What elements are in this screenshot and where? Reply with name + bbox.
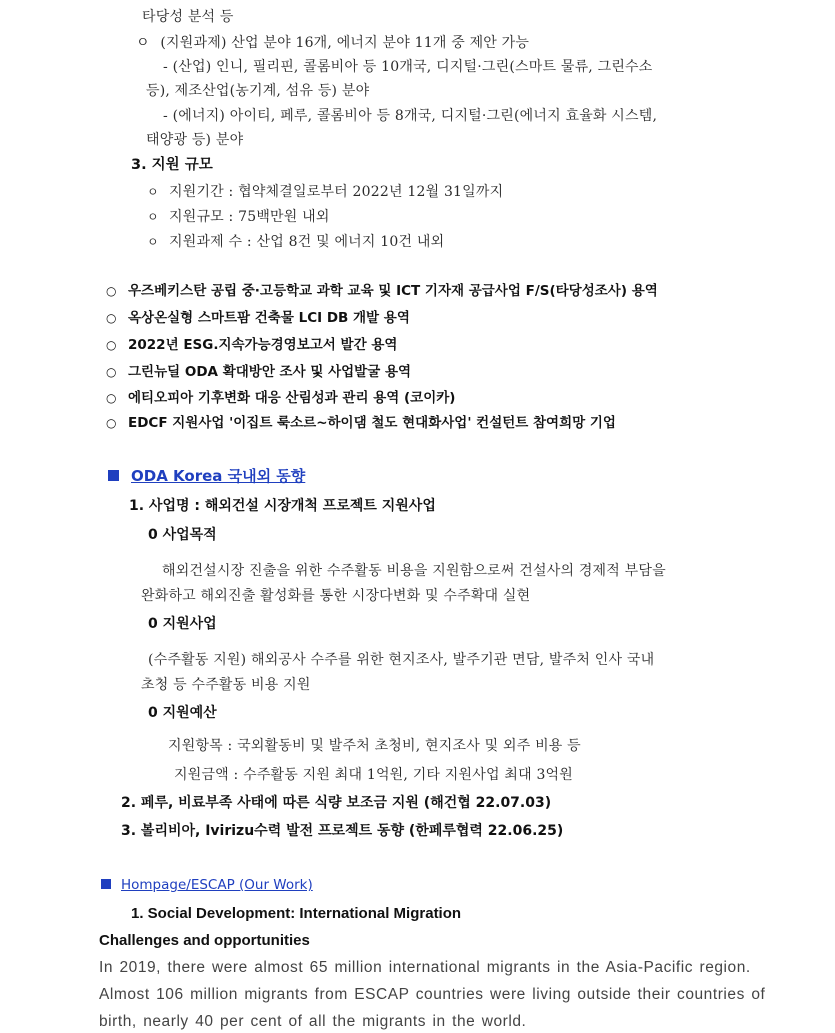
text-line: 초청 등 수주활동 비용 지원 <box>141 677 311 693</box>
list-item-text: 지원규모 : 75백만원 내외 <box>169 209 330 225</box>
section-heading-escap <box>101 878 313 894</box>
section-heading: 3. 지원 규모 <box>131 157 213 173</box>
circle-bullet: ㅇ <box>147 210 159 224</box>
bid-list-item <box>106 416 616 432</box>
list-item <box>147 209 330 225</box>
task-text: (지원과제) 산업 분야 16개, 에너지 분야 11개 중 제안 가능 <box>160 35 530 51</box>
sub-heading: Challenges and opportunities <box>99 932 310 949</box>
text-line: 태양광 등) 분야 <box>146 132 244 148</box>
blue-square-icon <box>101 879 111 889</box>
circle-bullet: ○ <box>106 391 117 405</box>
list-item <box>147 184 503 200</box>
section-heading-text: Hompage/ESCAP (Our Work) <box>121 877 313 893</box>
list-item-text: 지원기간 : 협약체결일로부터 2022년 12월 31일까지 <box>169 184 504 200</box>
bid-list-item <box>106 365 411 381</box>
sub-heading: 0 사업목적 <box>148 527 217 543</box>
bid-title: 에티오피아 기후변화 대응 산림성과 관리 용역 (코이카) <box>128 390 456 406</box>
text-line: (수주활동 지원) 해외공사 수주를 위한 현지조사, 발주기관 면담, 발주처 인사 국내 <box>148 652 655 668</box>
bid-title: 옥상온실형 스마트팜 건축물 LCI DB 개발 용역 <box>128 310 410 326</box>
text-line: 지원금액 : 수주활동 지원 최대 1억원, 기타 지원사업 최대 3억원 <box>174 767 574 783</box>
circle-bullet: ○ <box>106 365 117 379</box>
bid-list-item <box>106 391 455 407</box>
item-title: 2. 페루, 비료부족 사태에 따른 식량 보조금 지원 (해건협 22.07.03) <box>121 795 552 811</box>
circle-bullet: ○ <box>106 311 117 325</box>
list-item <box>147 234 444 250</box>
list-item <box>136 35 529 51</box>
bid-title: EDCF 지원사업 '이집트 룩소르~하이댐 철도 현대화사업' 컨설턴트 참여희망 기업 <box>128 415 616 431</box>
bid-list-item <box>106 284 658 300</box>
circle-bullet: ○ <box>106 338 117 352</box>
circle-bullet: ㅇ <box>147 235 159 249</box>
sub-heading: 0 지원사업 <box>148 616 217 632</box>
blue-square-icon <box>108 470 119 481</box>
circle-bullet: ○ <box>106 416 117 430</box>
item-title: 3. 볼리비아, Ivirizu수력 발전 프로젝트 동향 (한페루협력 22.06.25) <box>121 823 564 839</box>
paragraph-line: Almost 106 million migrants from ESCAP countries were living outside their countries of <box>99 986 766 1003</box>
bid-list-item <box>106 311 410 327</box>
bid-list-item <box>106 338 397 354</box>
text-line: - (에너지) 아이티, 페루, 콜롬비아 등 8개국, 디지털·그린(에너지 효율화 시스템, <box>163 108 658 124</box>
text-line: 해외건설시장 진출을 위한 수주활동 비용을 지원함으로써 건설사의 경제적 부담을 <box>162 563 666 579</box>
circle-bullet: ○ <box>106 284 117 298</box>
paragraph-line: birth, nearly 40 per cent of all the migrants in the world. <box>99 1013 527 1030</box>
bid-title: 우즈베키스탄 공립 중·고등학교 과학 교육 및 ICT 기자재 공급사업 F/S(타당성조사) 용역 <box>128 283 658 299</box>
section-heading-text: ODA Korea 국내외 동향 <box>131 467 306 485</box>
text-line: 완화하고 해외진출 활성화를 통한 시장다변화 및 수주확대 실현 <box>141 588 531 604</box>
item-title: 1. 사업명 : 해외건설 시장개척 프로젝트 지원사업 <box>129 498 436 514</box>
bid-title: 2022년 ESG.지속가능경영보고서 발간 용역 <box>128 337 398 353</box>
sub-heading: 0 지원예산 <box>148 705 217 721</box>
section-heading-oda <box>108 468 305 485</box>
circle-bullet: ㅇ <box>136 35 150 51</box>
text-line: 등), 제조산업(농기계, 섬유 등) 분야 <box>146 83 370 99</box>
text-line: 지원항목 : 국외활동비 및 발주처 초청비, 현지조사 및 외주 비용 등 <box>168 738 581 754</box>
bid-title: 그린뉴딜 ODA 확대방안 조사 및 사업발굴 용역 <box>128 364 412 380</box>
paragraph-line: In 2019, there were almost 65 million international migrants in the Asia-Pacific region. <box>99 959 751 976</box>
text-line: - (산업) 인니, 필리핀, 콜롬비아 등 10개국, 디지털·그린(스마트 물류, 그린수소 <box>163 59 653 75</box>
text-line: 타당성 분석 등 <box>142 9 234 25</box>
item-title: 1. Social Development: International Migration <box>131 905 462 922</box>
list-item-text: 지원과제 수 : 산업 8건 및 에너지 10건 내외 <box>169 234 445 250</box>
circle-bullet: ㅇ <box>147 185 159 199</box>
